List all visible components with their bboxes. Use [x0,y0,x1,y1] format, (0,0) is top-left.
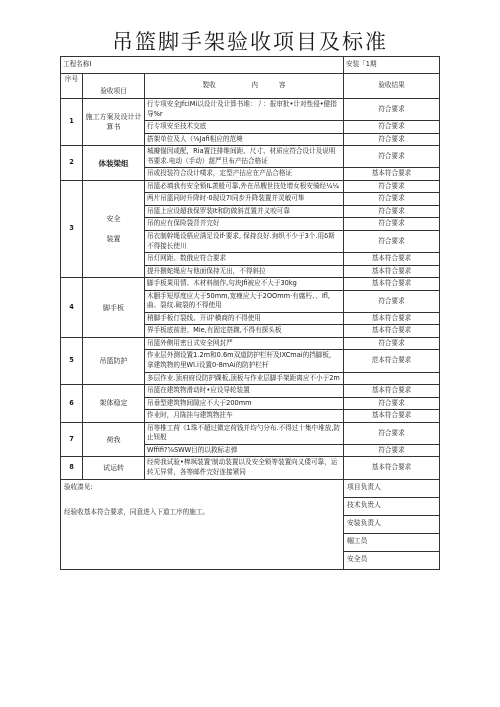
group-item: 脚手板 [83,278,145,338]
row-result: 范本符合要求 [344,350,440,372]
row-result: 基本符合要求 [344,410,440,423]
row-content: 作业层外测设置1.2m和0.6m双道防护栏杆及IXCmai的挡脚板，拿建筑物的里Wl.i设置0-8mAi的防护栏杆 [145,350,344,372]
row-result: 基本符合要求 [344,385,440,398]
row-content: 吊篮必填我有安全锁IL羨般可靠,外在吊艘世技处增女根安骑经¼¼ [145,180,344,193]
row-content: 吊灯网距、数俄应符合要求 [145,253,344,266]
row-result: 符合要求 [344,337,440,350]
acceptance-table [60,56,440,570]
row-content: 木胭手短厚度应大于50mm,宽瘦应大于2OOmm·有腐朽、、Ifl,曲、裂纹.破裂的不得使用 [145,290,344,312]
row-content: 行专项安至技术交底 [145,121,344,134]
group-number: 2 [61,146,83,181]
header-result: 验收结果 [344,74,440,99]
row-content: 行专项安全JfciMi以设计及计算书堆：丿：报审批•计对性侵•健指导%r [145,99,344,121]
signature-row [61,479,440,497]
group-number: 4 [61,278,83,338]
row-content: 提升捌蛇绳应与他面保持无出，不得斜拉 [145,265,344,278]
row-content: 搭架单位及人（⅛Jafi相应的范境 [145,133,344,146]
group-item: 架体稳定 [83,385,145,423]
acceptance-text: 经验收基本符合要求，同意进入下道工序的施工。 [64,508,210,517]
header-seq: 序号 [61,74,83,99]
acceptance-label: 验收凑见: [64,482,93,491]
group-item: 施工方案及设计计算书 [83,99,145,146]
row-content: 吊等椎工荷《1珠不超过微定荷钱并均勺分布.不得过十集中堆放,防止钮般 [145,422,344,444]
signature-label: 安全员 [344,551,440,569]
group-item: 体装梁组 [83,146,145,181]
project-info-row [61,57,440,74]
row-content: 吊篮在建筑物滑动时•应设导轮装置 [145,385,344,398]
row-result: 符合要求 [344,218,440,231]
row-result: 符合要求 [344,193,440,206]
row-result: 符合要求 [344,231,440,253]
document-title: 吊篮脚手架验收项目及标准 [112,30,388,54]
row-result: 符合要求 [344,121,440,134]
row-result: 符合要求 [344,99,440,121]
table-row [61,422,440,444]
row-result: 符合要求 [344,397,440,410]
header-row [61,74,440,99]
row-content: 两片吊篮同时升降时·0现设7I同步升降装置并灵敏可隼 [145,193,344,206]
row-result: 符合要求 [344,146,440,168]
group-item: 试运转 [83,457,145,479]
row-result: 符合要求 [344,180,440,193]
row-content: 城瓣锚因或配，Ria置注排维间距、尺寸、材质应符合设计及说明书要求.电动（手动）甜严旦布产拈合格证 [145,146,344,168]
row-result: 符合要求 [344,290,440,312]
row-content: 吊垂型建筑物间隙应不大于200mm [145,397,344,410]
row-result: 符合要求 [344,205,440,218]
table-row [61,385,440,398]
row-content: 吊衣制幹绳设梧应满足设if·要求, 保持良好.询织不少于3个.用δ斯不得接长使川 [145,231,344,253]
group-number: 7 [61,422,83,457]
row-content: 吊或投装符合设计噗求，定型产拈应在产品合格证 [145,168,344,181]
row-content: 吊的应有保险袋背并完好 [145,218,344,231]
table-row [61,278,440,291]
table-row [61,337,440,350]
group-number: 8 [61,457,83,479]
project-name-label: 工程名称 [63,60,90,69]
table-row [61,146,440,168]
row-result: 基本符合要求 [344,325,440,338]
group-item: 荷我 [83,422,145,457]
group-number: 6 [61,385,83,423]
table-row [61,180,440,193]
row-result: 符合要求 [344,133,440,146]
header-content: 製收 内 容 [145,74,344,99]
row-result: 基本符合要求 [344,278,440,291]
row-result: 基本符合要求 [344,312,440,325]
row-content: 稍脚手板仃裂线、开讲'横商的不得使用 [145,312,344,325]
group-number: 5 [61,337,83,384]
row-content: 脚手板果用情、木材料制作,句块Jfi被应不大于30kg [145,278,344,291]
group-item: 安全 装置 [83,180,145,277]
row-content: Wffifi?⅝SWW目的以救标志弹 [145,444,344,457]
group-number: 3 [61,180,83,277]
signature-label: 帼工员 [344,533,440,551]
group-number: 1 [61,99,83,146]
signature-label: 技术负贵人 [344,497,440,515]
project-name-value: I [89,60,92,69]
row-content: 作业时，月陈挂与建筑物拄车 [145,410,344,423]
row-content: 界手板底前泄、Mie,有固定搭踱,不得有探头板 [145,325,344,338]
row-result: 基本符合要求 [344,168,440,181]
row-content: 多层作业.顶府府设防护踝板,顶板与作业层脚手架距离应不小于2m [145,372,344,385]
row-result [344,372,440,385]
signature-label: 安装负责人 [344,515,440,533]
row-result: 基本符合要求 [344,265,440,278]
table-row [61,457,440,479]
signature-label: 项目负责人 [344,479,440,497]
install-cell: 安装「1期 [344,57,440,74]
project-name-cell [61,57,344,74]
row-content: 吊篮上应设超我保罗装It和防做斜苴置并义咬可靠 [145,205,344,218]
acceptance-opinion [61,479,344,569]
row-content: 经荷我试验•棒飒装置'制动装置以及安全锁等装置向义倭可靠，运转无异常，各等邮件完好连接紧同 [145,457,344,479]
header-item: 验收项目 [83,74,145,99]
group-item: 吊篮防护 [83,337,145,384]
row-result: 符合要求 [344,422,440,444]
row-result: 基本符合要求 [344,457,440,479]
row-result: 符合要求 [344,444,440,457]
row-result: 基本符合要求 [344,253,440,266]
table-row [61,99,440,121]
row-content: 吊篮外侧用密日式安全网封严 [145,337,344,350]
